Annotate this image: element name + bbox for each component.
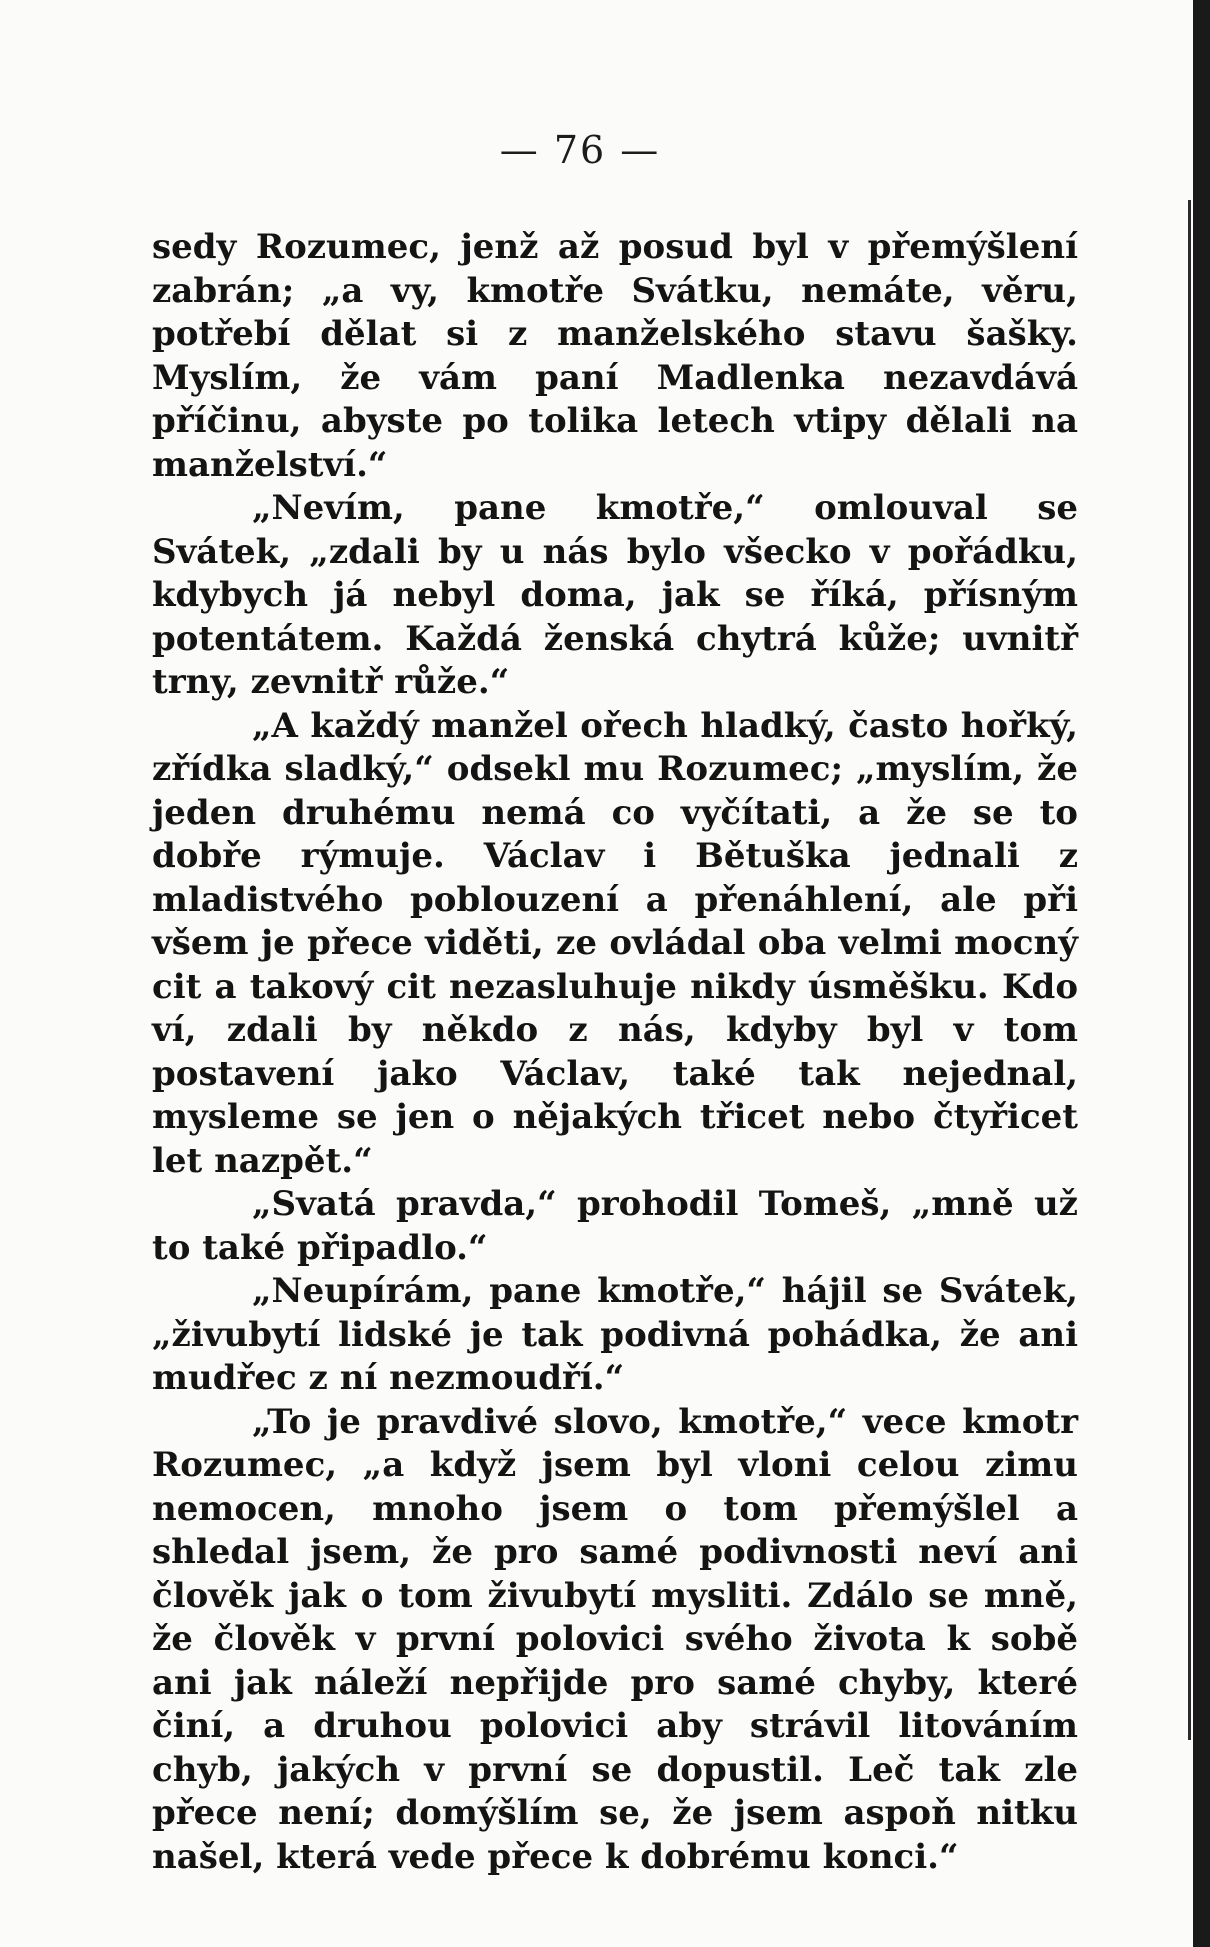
page-edge-line [1188, 200, 1191, 1740]
page-number: — 76 — [499, 128, 661, 172]
paragraph-3: „A každý manžel ořech hladký, často hořký, zřídka sladký,“ odsekl mu Rozumec; „myslím, že jeden druhému nemá co vyčítati, a že se to dobře rýmuje. Václav i Bětuška jednali z mladistvého poblouzení a přenáhlení, ale při všem je přece viděti, ze ovládal oba velmi mocný cit a takový cit nezasluhuje nikdy úsměšku. Kdo ví, zdali by někdo z nás, kdyby byl v tom postavení jako Václav, také tak nejednal, mysleme se jen o nějakých třicet nebo čtyřicet let nazpět.“ [152, 705, 1078, 1181]
paragraph-6: „To je pravdivé slovo, kmotře,“ vece kmotr Rozumec, „a když jsem byl vloni celou zimu nemocen, mnoho jsem o tom přemýšlel a shledal jsem, že pro samé podivnosti neví ani člověk jak o tom živubytí mysliti. Zdálo se mně, že člověk v první polovici svého života k sobě ani jak náleží nepřijde pro samé chyby, které činí, a druhou polovici aby strávil litováním chyb, jakých v první se dopustil. Leč tak zle přece není; domýšlím se, že jsem aspoň nitku našel, která vede přece k dobrému konci.“ [152, 1401, 1078, 1877]
body-text [152, 226, 1078, 1879]
paragraph-1: sedy Rozumec, jenž až posud byl v přemýšlení zabrán; „a vy, kmotře Svátku, nemáte, věru, potřebí dělat si z manželského stavu šašky. Myslím, že vám paní Madlenka nezavdává příčinu, abyste po tolika letech vtipy dělali na manželství.“ [152, 227, 1078, 485]
paragraph-5: „Neupírám, pane kmotře,“ hájil se Svátek, „živubytí lidské je tak podivná pohádka, že ani mudřec z ní nezmoudří.“ [152, 1271, 1078, 1398]
scan-edge [1193, 0, 1210, 1947]
paragraph-2: „Nevím, pane kmotře,“ omlouval se Svátek, „zdali by u nás bylo všecko v pořádku, kdybych já nebyl doma, jak se říká, přísným potentátem. Každá ženská chytrá kůže; uvnitř trny, zevnitř růže.“ [152, 488, 1078, 702]
paragraph-4: „Svatá pravda,“ prohodil Tomeš, „mně už to také připadlo.“ [152, 1184, 1078, 1268]
